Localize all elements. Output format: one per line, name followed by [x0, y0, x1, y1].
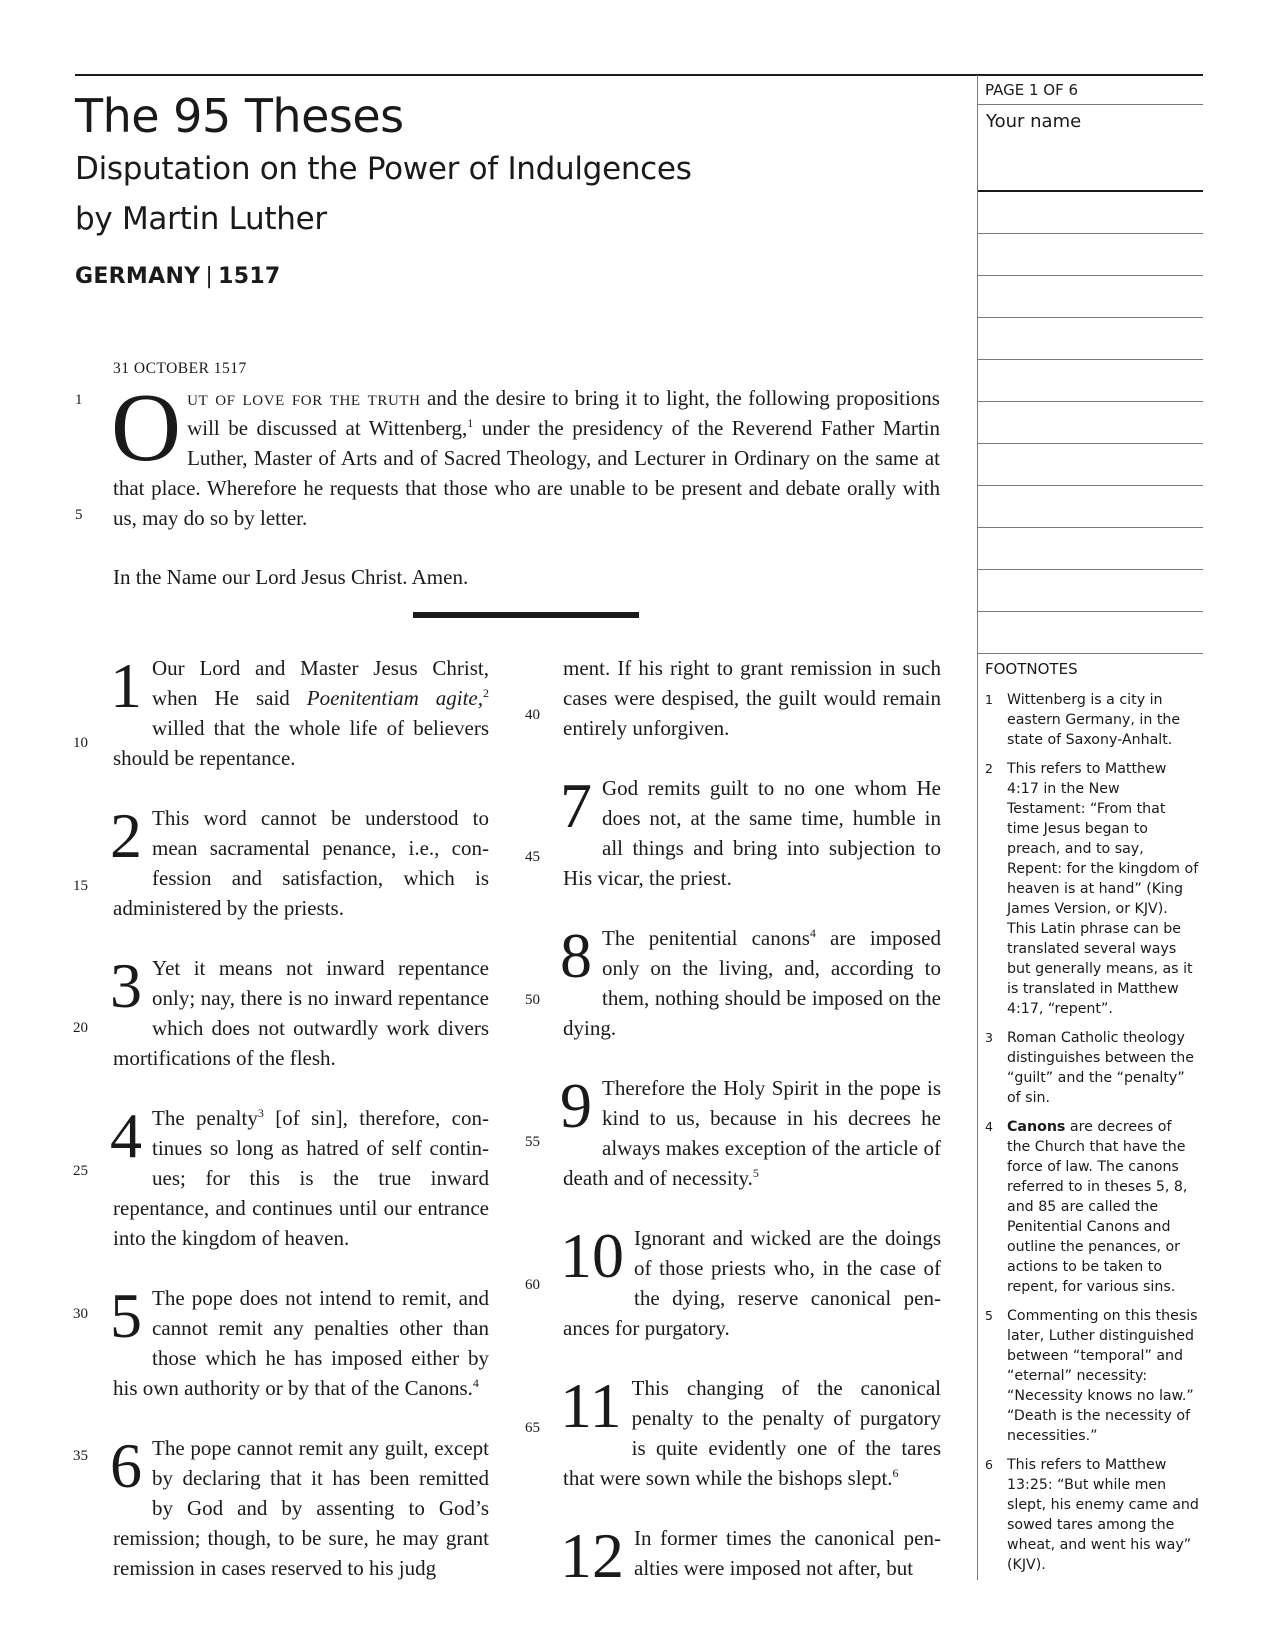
line-number: 30 — [73, 1306, 88, 1322]
document-title: The 95 Theses — [75, 89, 404, 143]
line-number: 50 — [525, 992, 540, 1008]
thesis-text: The pope cannot remit any guilt, except by declaring that it has been remitted by God and by assenting to God’s remission; though, to be sure, he may grant remission in cases reserved to his judg — [113, 1436, 489, 1580]
thesis-number: 2 — [110, 800, 142, 871]
footnote — [978, 1306, 1203, 1446]
thesis-text: This changing of the canonical penalty to the penalty of purgatory is quite evidently one of the tares that were sown while the bishops slept. — [563, 1376, 941, 1490]
footnote-term: Canons — [1007, 1119, 1066, 1135]
footnote-text: This refers to Matthew 13:25: “But while men slept, his enemy came and sowed tares among the wheat, and went his way” (KJV). — [1007, 1457, 1199, 1573]
footnote-ref[interactable]: 5 — [752, 1166, 759, 1180]
theses-column-right — [560, 653, 941, 1613]
thesis — [110, 1280, 489, 1403]
footnote-number: 6 — [985, 1457, 993, 1472]
place: GERMANY — [75, 264, 201, 289]
footnote-ref[interactable]: 4 — [809, 926, 816, 940]
footnote-ref[interactable]: 3 — [257, 1106, 264, 1120]
line-number: 25 — [73, 1163, 88, 1179]
name-field-label: Your name — [986, 111, 1082, 132]
notes-line[interactable] — [978, 192, 1203, 234]
thesis-text: Therefore the Holy Spirit in the pope is kind to us, because in his decrees he always makes exception of the article of death and of necessity. — [563, 1076, 941, 1190]
thesis — [560, 920, 941, 1043]
line-number: 15 — [73, 878, 88, 894]
footnote-definition: are decrees of the Church that have the force of law. The canons referred to in theses 5, 8, and 85 are called the Penitential Canons and outline the penances, or actions to be taken to repent, for various sins. — [1007, 1119, 1188, 1295]
thesis — [560, 770, 941, 893]
footnote — [978, 690, 1203, 750]
thesis — [110, 1100, 489, 1253]
thesis — [560, 1520, 941, 1591]
thesis — [110, 800, 489, 923]
document-subtitle: Disputation on the Power of Indulgences — [75, 151, 692, 187]
sidebar — [978, 75, 1203, 1584]
footnote-ref[interactable]: 6 — [892, 1466, 899, 1480]
intro-smallcaps: ut of love for the truth — [187, 386, 421, 410]
thesis — [560, 1220, 941, 1343]
thesis-number: 11 — [560, 1370, 622, 1441]
intro-text: under the presidency of the Reverend Father Martin Luther, Master of Arts and of Sacred Theology, and Lecturer in Ordinary on the same at that place. Wherefore he requests that those who are unable to be present and debate orally with us, may do so by letter. — [113, 416, 940, 530]
footnote — [978, 1028, 1203, 1108]
footnote-number: 1 — [985, 692, 993, 707]
line-number: 55 — [525, 1134, 540, 1150]
footnote-text: Commenting on this thesis later, Luther distinguished between “temporal” and “eternal” necessity: “Necessity knows no law.” “Death is the necessity of necessities.” — [1007, 1308, 1198, 1444]
invocation: In the Name our Lord Jesus Christ. Amen. — [113, 565, 469, 589]
line-number: 5 — [75, 507, 83, 523]
line-number: 40 — [525, 707, 540, 723]
thesis-number: 9 — [560, 1070, 592, 1141]
notes-line[interactable] — [978, 276, 1203, 318]
thesis-number: 4 — [110, 1100, 142, 1171]
notes-line[interactable] — [978, 528, 1203, 570]
notes-line[interactable] — [978, 318, 1203, 360]
footnote-text: Wittenberg is a city in eastern Germany, in the state of Saxony-Anhalt. — [1007, 692, 1181, 748]
footnote-ref[interactable]: 2 — [483, 686, 489, 700]
section-divider — [413, 612, 639, 618]
footnote-ref[interactable]: 1 — [467, 416, 474, 430]
document-header — [75, 88, 955, 289]
footnote-number: 2 — [985, 761, 993, 776]
intro-paragraph — [111, 374, 940, 533]
thesis — [110, 1430, 489, 1583]
footnote-ref[interactable]: 4 — [472, 1376, 479, 1390]
thesis-number: 5 — [110, 1280, 142, 1351]
notes-line[interactable] — [978, 234, 1203, 276]
footnotes-heading: FOOTNOTES — [985, 660, 1078, 678]
footnote — [978, 759, 1203, 1019]
dateline: 31 OCTOBER 1517 — [113, 360, 247, 377]
page-indicator: PAGE 1 OF 6 — [978, 75, 1203, 105]
line-number: 1 — [75, 392, 83, 408]
notes-line[interactable] — [978, 402, 1203, 444]
thesis-text: Our Lord and Master Jesus Christ, when He said — [152, 656, 489, 710]
drop-cap: O — [111, 374, 182, 481]
thesis-number: 7 — [560, 770, 592, 841]
thesis — [560, 1070, 941, 1193]
thesis-continuation: ment. If his right to grant remission in such cases were despised, the guilt would remain entirely unforgiven. — [563, 656, 941, 740]
separator: | — [205, 264, 214, 289]
line-number: 65 — [525, 1420, 540, 1436]
thesis-text: In former times the canonical penalties were imposed not after, but — [634, 1526, 941, 1580]
thesis-text: willed that the whole life of believers should be repentance. — [113, 716, 489, 770]
footnote-text — [1007, 1117, 1199, 1297]
footnote-text: Roman Catholic theology distinguishes between the “guilt” and the “penalty” of sin. — [1007, 1030, 1194, 1106]
footnote — [978, 1117, 1203, 1297]
thesis-number: 1 — [110, 650, 142, 721]
theses-column-left — [110, 650, 489, 1613]
thesis — [560, 1370, 941, 1493]
thesis-number: 3 — [110, 950, 142, 1021]
year: 1517 — [218, 264, 281, 289]
thesis-text: The penitential canons — [602, 926, 810, 950]
name-field[interactable] — [978, 105, 1203, 192]
line-number: 20 — [73, 1020, 88, 1036]
footnote-number: 4 — [985, 1119, 993, 1134]
thesis-text: Yet it means not inward repentance only; nay, there is no inward repentance which does not outwardly work divers mortifications of the flesh. — [113, 956, 489, 1070]
footnote-number: 5 — [985, 1308, 993, 1323]
latin-phrase: Poenitentiam agite, — [306, 686, 483, 710]
thesis-number: 8 — [560, 920, 592, 991]
footnote-text: This refers to Matthew 4:17 in the New Testament: “From that time Jesus began to preach, and to say, Repent: for the kingdom of heaven is at hand” (King James Version, or KJV). This Latin phrase can be translated several ways but generally means, as it is translated in Matthew 4:17, “repent”. — [1007, 761, 1199, 1017]
thesis — [110, 950, 489, 1073]
thesis-text: The pope does not intend to remit, and cannot remit any penalties other than those which he has imposed either by his own authority or by that of the Canons. — [113, 1286, 489, 1400]
thesis-text: God remits guilt to no one whom He does not, at the same time, humble in all things and bring into subjection to His vicar, the priest. — [563, 776, 941, 890]
line-number: 60 — [525, 1277, 540, 1293]
footnote — [978, 1455, 1203, 1575]
thesis-number: 10 — [560, 1220, 624, 1291]
thesis-number: 12 — [560, 1520, 624, 1591]
thesis-text: This word cannot be understood to mean sacramental penance, i.e., confession and satisfaction, which is administered by the priests. — [113, 806, 489, 920]
thesis-text: [of sin], therefore, continues so long as hatred of self continues; for this is the true inward repentance, and continues until our entrance into the kingdom of heaven. — [113, 1106, 489, 1250]
thesis-number: 6 — [110, 1430, 142, 1501]
thesis — [110, 650, 489, 773]
document-place-year — [75, 264, 955, 289]
footnote-number: 3 — [985, 1030, 993, 1045]
notes-line[interactable] — [978, 360, 1203, 402]
notes-line[interactable] — [978, 570, 1203, 612]
thesis-text: are imposed only on the living, and, according to them, nothing should be imposed on the dying. — [563, 926, 941, 1040]
notes-line[interactable] — [978, 486, 1203, 528]
intro-text: and the desire to bring it to light, the following propositions will be discussed at Wittenberg, — [187, 386, 940, 440]
line-number: 35 — [73, 1448, 88, 1464]
line-number: 45 — [525, 849, 540, 865]
notes-line[interactable] — [978, 612, 1203, 654]
thesis-text: The penalty — [152, 1106, 258, 1130]
line-number: 10 — [73, 735, 88, 751]
notes-line[interactable] — [978, 444, 1203, 486]
document-author: by Martin Luther — [75, 201, 327, 237]
thesis-text: Ignorant and wicked are the doings of those priests who, in the case of the dying, reserve canonical penances for purgatory. — [563, 1226, 941, 1340]
